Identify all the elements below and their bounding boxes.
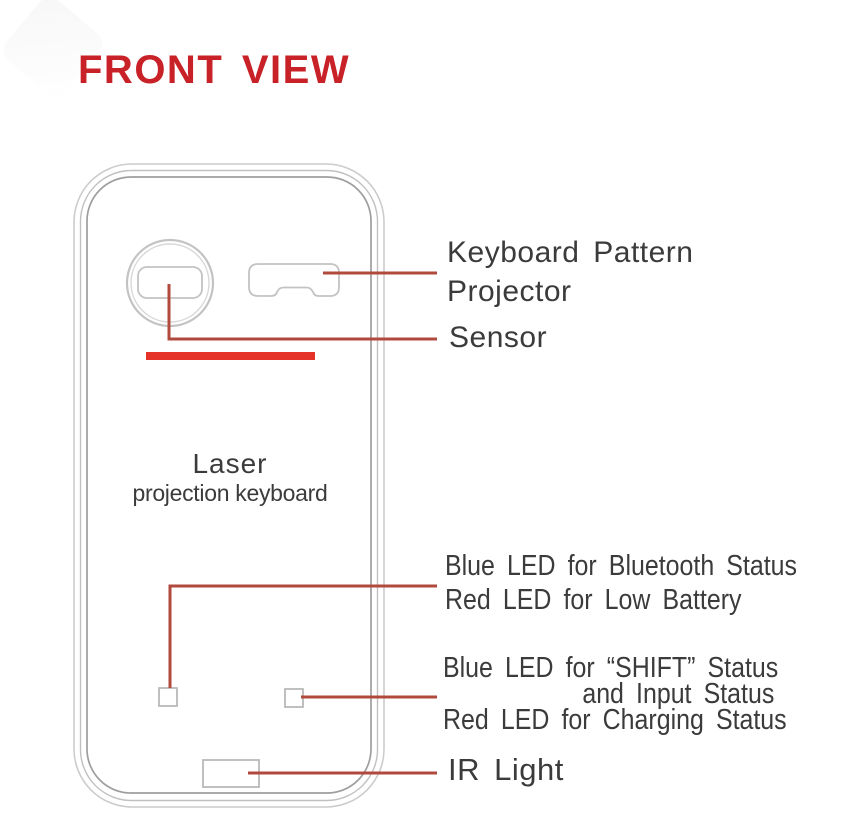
- label-projector-line1: Keyboard Pattern: [447, 236, 694, 269]
- label-shift-line3: Red LED for Charging Status: [443, 704, 787, 736]
- device-name-line2: projection keyboard: [132, 480, 328, 506]
- page-title: FRONT VIEW: [78, 48, 351, 92]
- label-keyboard-pattern-projector: [447, 233, 693, 311]
- label-shift-charging-leds: [443, 652, 787, 736]
- shift-charging-led-square: [285, 689, 303, 707]
- label-bt-line1: Blue LED for Bluetooth Status: [445, 550, 797, 582]
- label-bluetooth-battery-leds: [445, 549, 797, 617]
- projector-window-shape: [249, 264, 339, 296]
- device-name: [100, 448, 360, 506]
- label-bt-line2: Red LED for Low Battery: [445, 584, 742, 616]
- label-projector-line2: Projector: [447, 275, 572, 308]
- bluetooth-battery-led-square: [159, 688, 177, 706]
- label-shift-line2: and Input Status: [582, 678, 775, 710]
- leader-line-sensor: [169, 284, 437, 339]
- leader-line-bluetooth-battery: [170, 586, 437, 688]
- label-shift-line1: Blue LED for “SHIFT” Status: [443, 652, 779, 684]
- label-sensor: Sensor: [449, 321, 548, 354]
- laser-aperture-bar: [146, 352, 315, 360]
- label-ir-light: IR Light: [448, 752, 564, 787]
- device-name-line1: Laser: [192, 448, 268, 479]
